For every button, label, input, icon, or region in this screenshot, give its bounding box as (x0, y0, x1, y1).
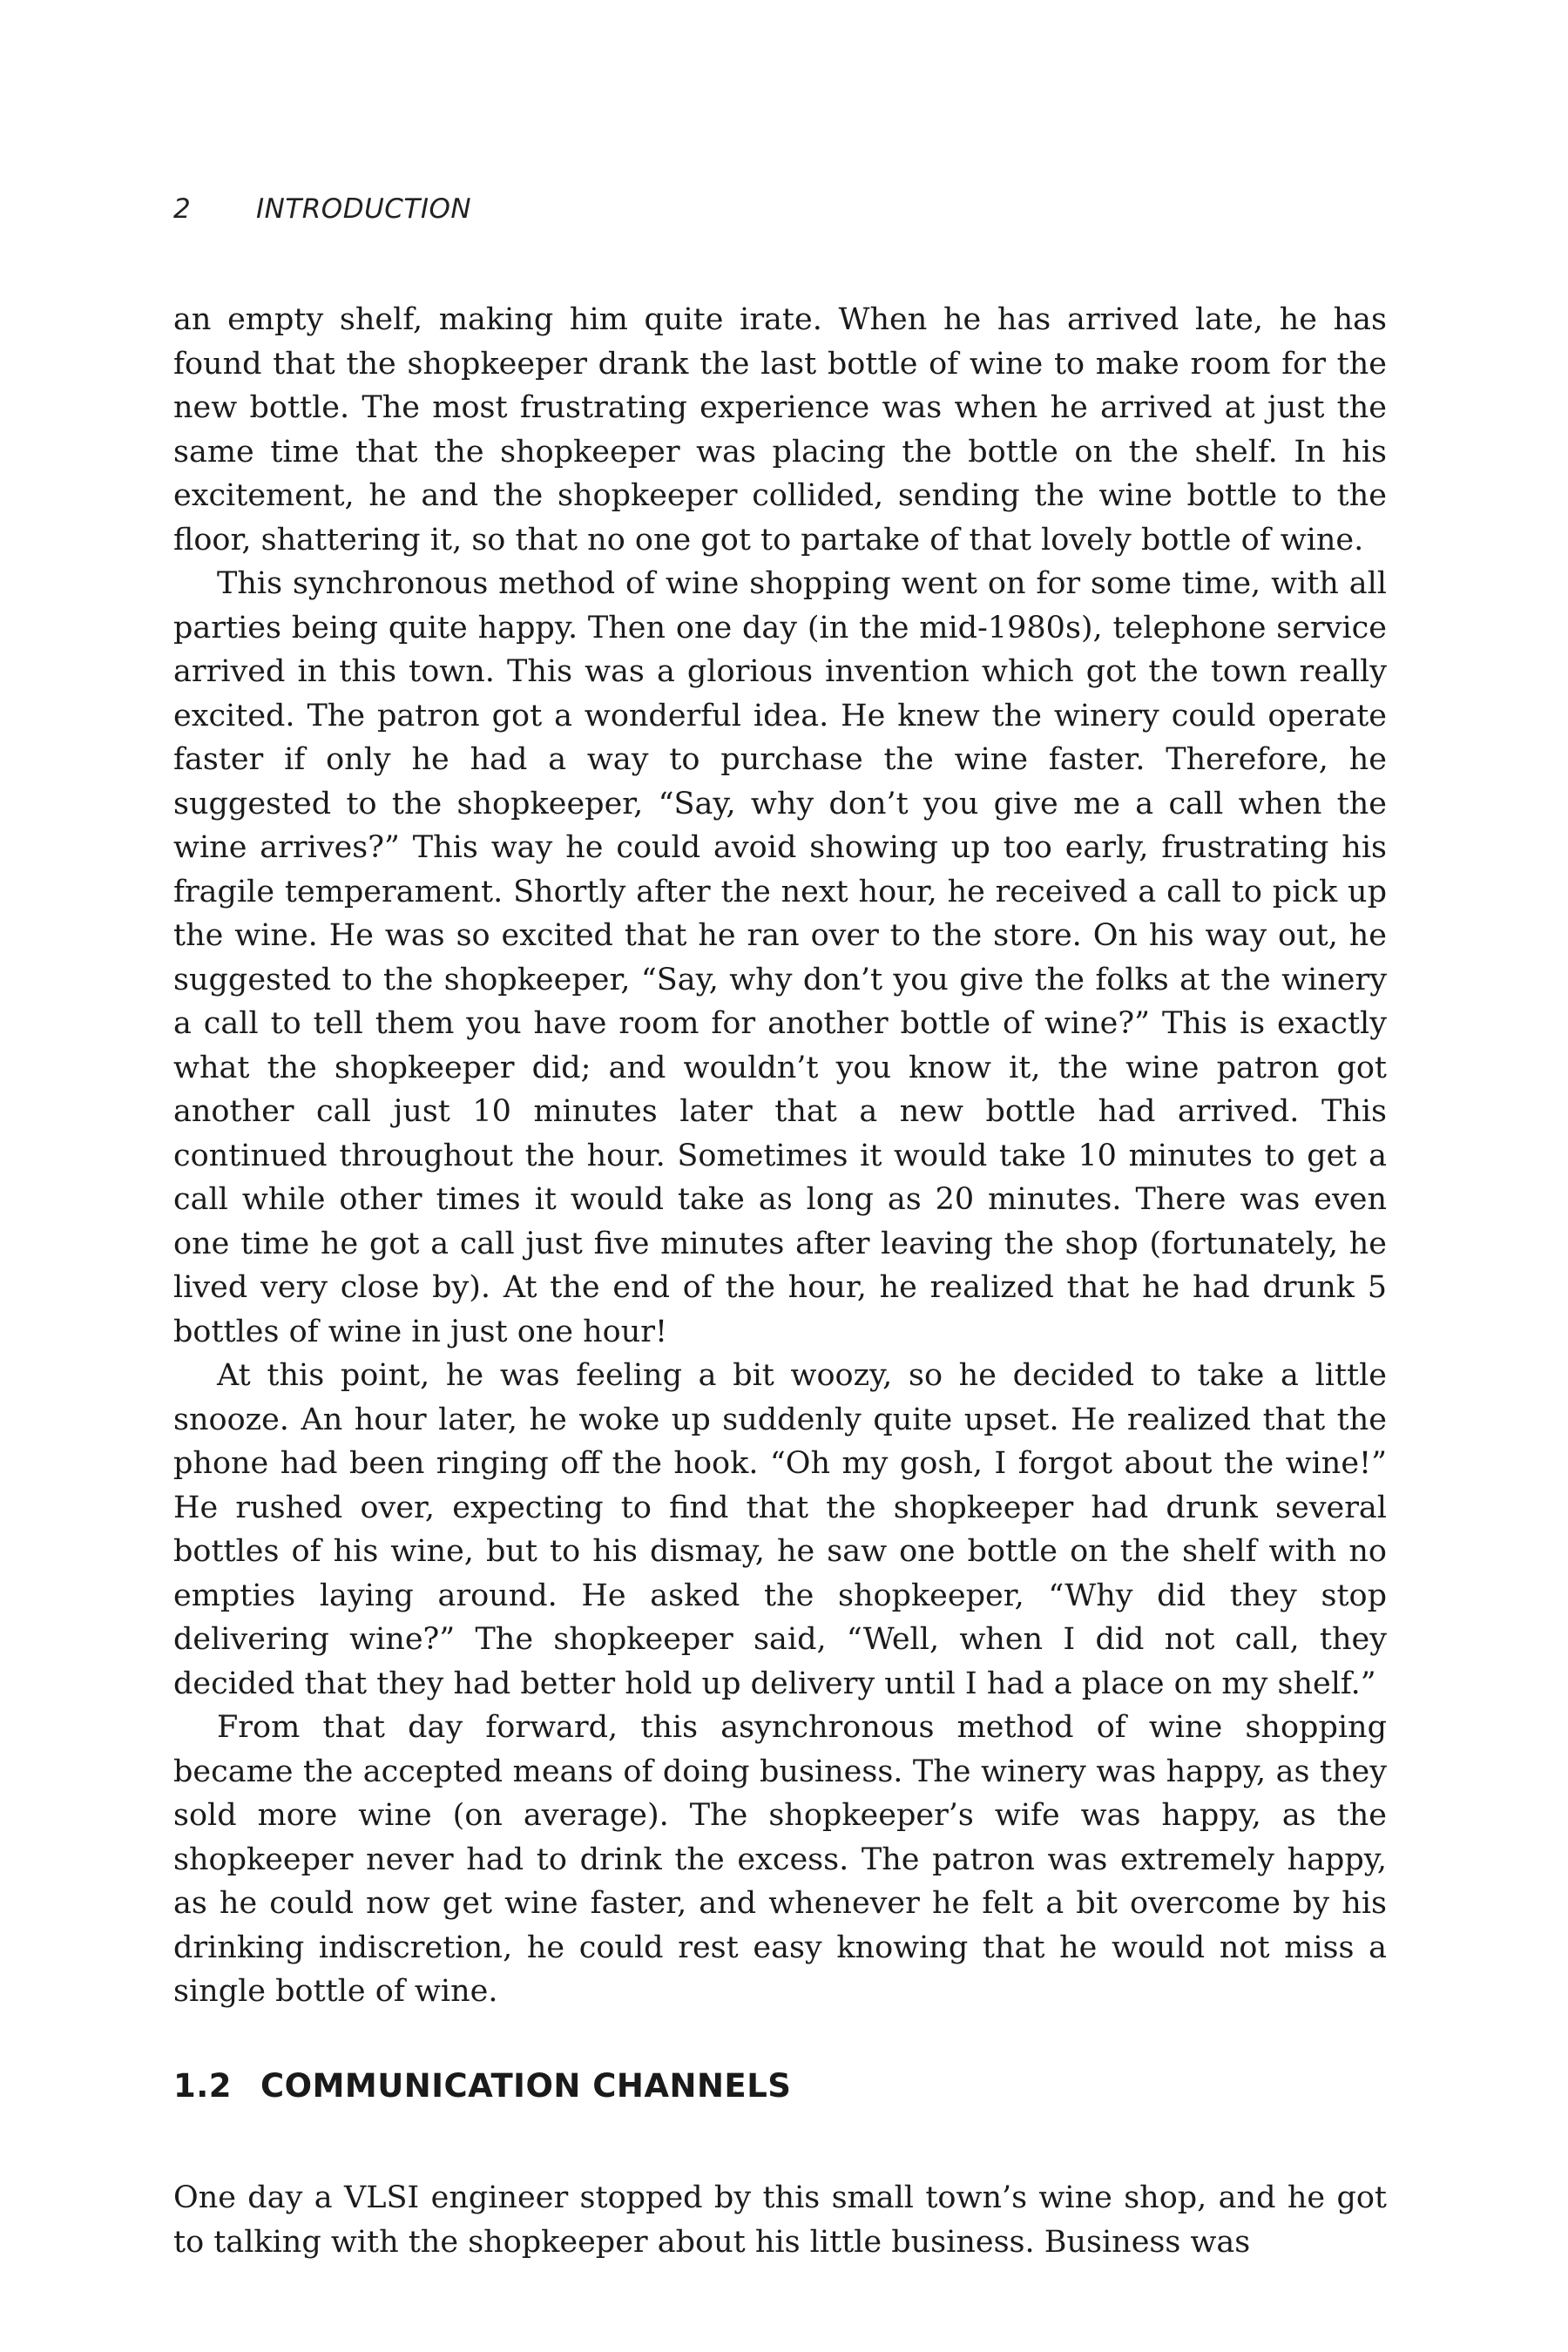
paragraph-continued: an empty shelf, making him quite irate. When he has arrived late, he has found that the shopkeeper drank the last bottle of wine to make room for the new bottle. The most frustrating experience was when he arrived at just the same time that the shopkeeper was placing the bottle on the shelf. In his excitement, he and the shopkeeper collided, sending the wine bottle to the floor, shattering it, so that no one got to partake of that lovely bottle of wine. (173, 302, 1387, 558)
running-head (173, 193, 471, 237)
chapter-title: INTRODUCTION (256, 193, 472, 225)
page-number: 2 (173, 193, 192, 225)
paragraph: This synchronous method of wine shopping went on for some time, with all parties being quite happy. Then one day (in the mid-1980s), telephone service arrived in this town. This was a glorious invention which got the town really excited. The patron got a wonderful idea. He knew the winery could operate faster if only he had a way to purchase the wine faster. Therefore, he suggested to the shopkeeper, “Say, why don’t you give me a call when the wine arrives?” This way he could avoid showing up too early, frustrating his fragile temperament. Shortly after the next hour, he received a call to pick up the wine. He was so excited that he ran over to the store. On his way out, he suggested to the shopkeeper, “Say, why don’t you give the folks at the winery a call to tell them you have room for another bottle of wine?” This is exactly what the shopkeeper did; and wouldn’t you know it, the wine patron got another call just 10 minutes later that a new bottle had arrived. This continued throughout the hour. Sometimes it would take 10 minutes to get a call while other times it would take as long as 20 minutes. There was even one time he got a call just five minutes after leaving the shop (fortunately, he lived very close by). At the end of the hour, he realized that he had drunk 5 bottles of wine in just one hour! (173, 566, 1387, 1349)
paragraph: At this point, he was feeling a bit woozy, so he decided to take a little snooze. An hour later, he woke up suddenly quite upset. He realized that the phone had been ringing off the hook. “Oh my gosh, I forgot about the wine!” He rushed over, expecting to find that the shopkeeper had drunk several bottles of his wine, but to his dismay, he saw one bottle on the shelf with no empties laying around. He asked the shopkeeper, “Why did they stop delivering wine?” The shopkeeper said, “Well, when I did not call, they decided that they had better hold up delivery until I had a place on my shelf.” (173, 1358, 1387, 1701)
section-number: 1.2 (173, 2067, 233, 2105)
section-title: COMMUNICATION CHANNELS (260, 2067, 792, 2105)
paragraph: From that day forward, this asynchronous method of wine shopping became the accepted means of doing business. The winery was happy, as they sold more wine (on average). The shopkeeper’s wife was happy, as the shopkeeper never had to drink the excess. The patron was extremely happy, as he could now get wine faster, and whenever he felt a bit overcome by his drinking indiscretion, he could rest easy knowing that he would not miss a single bottle of wine. (173, 1710, 1387, 2009)
body-text (173, 298, 1387, 2014)
section-body-text (173, 2176, 1387, 2264)
paragraph: One day a VLSI engineer stopped by this small town’s wine shop, and he got to talking with the shopkeeper about his little business. Business was (173, 2180, 1387, 2260)
section-heading (173, 2067, 791, 2105)
